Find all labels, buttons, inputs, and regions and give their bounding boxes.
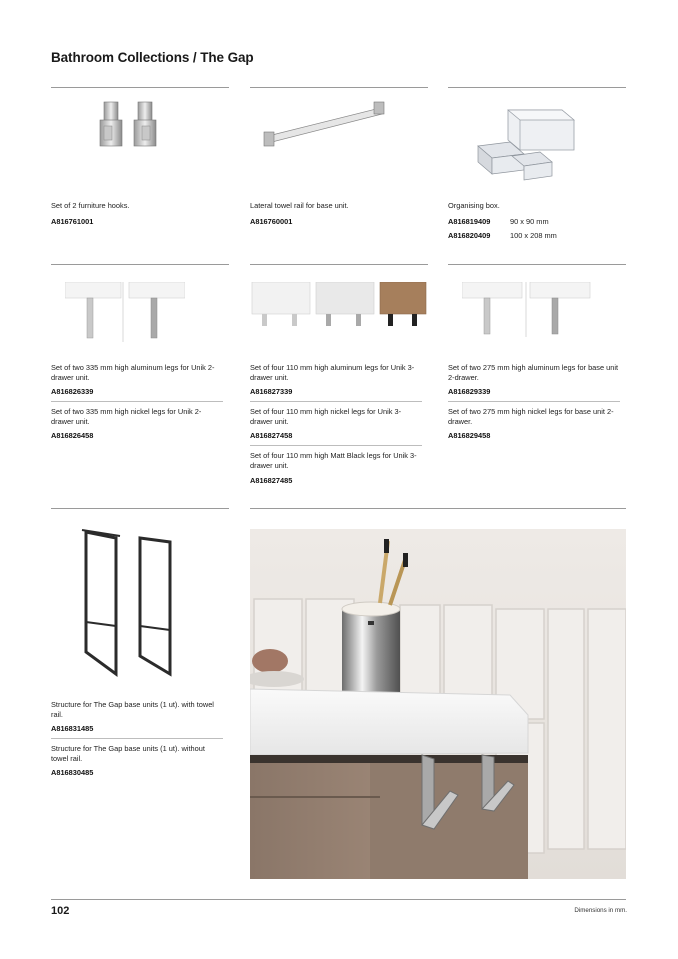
legs-275-image <box>462 282 592 337</box>
furniture-hooks-image <box>92 100 182 160</box>
rule-row2-col2 <box>250 264 428 265</box>
product-desc: Set of four 110 mm high aluminum legs for Unik 3-drawer unit. <box>250 363 415 382</box>
towel-rail-image <box>258 98 398 158</box>
item-divider <box>51 738 223 739</box>
product-code: A816829458 <box>448 431 491 441</box>
product-code: A816820409 <box>448 230 491 240</box>
product-col-2 <box>250 201 428 226</box>
product-code: A816827339 <box>250 387 293 397</box>
product-col-1 <box>51 201 229 226</box>
item-divider <box>448 401 620 402</box>
item-divider <box>250 401 422 402</box>
footer-note: Dimensions in mm. <box>574 907 627 914</box>
structure-col <box>51 700 223 777</box>
product-desc: Set of two 275 mm high nickel legs for base unit 2-drawer. <box>448 407 614 426</box>
rule-row2-col1 <box>51 264 229 265</box>
rule-row3-wide <box>250 508 626 509</box>
product-desc: Lateral towel rail for base unit. <box>250 201 349 210</box>
product-code: A816826458 <box>51 431 94 441</box>
legs-335-image <box>65 282 185 342</box>
legs-col-1 <box>51 363 223 440</box>
product-code: A816827458 <box>250 431 293 441</box>
rule-row1-col1 <box>51 87 229 88</box>
footer-rule <box>51 899 626 900</box>
item-divider <box>51 401 223 402</box>
product-desc: Set of two 275 mm high aluminum legs for base unit 2-drawer. <box>448 363 619 382</box>
product-code: A816830485 <box>51 768 94 778</box>
structure-frames-image <box>80 528 180 678</box>
product-code: A816827485 <box>250 475 293 485</box>
page-title: Bathroom Collections / The Gap <box>51 50 254 65</box>
legs-col-2 <box>250 363 422 485</box>
product-dimension: 90 x 90 mm <box>510 216 549 226</box>
organising-box-image <box>470 96 580 186</box>
product-desc: Structure for The Gap base units (1 ut). without towel rail. <box>51 744 205 763</box>
product-code: A816819409 <box>448 216 491 226</box>
product-desc: Set of 2 furniture hooks. <box>51 201 130 210</box>
product-code: A816831485 <box>51 724 94 734</box>
product-code: A816826339 <box>51 387 94 397</box>
product-desc: Organising box. <box>448 201 500 210</box>
legs-110-image <box>250 282 428 342</box>
product-code: A816829339 <box>448 387 491 397</box>
product-code: A816761001 <box>51 216 94 226</box>
product-col-3 <box>448 201 626 240</box>
bathroom-photo <box>250 529 626 879</box>
product-desc: Structure for The Gap base units (1 ut). with towel rail. <box>51 700 214 719</box>
page-number: 102 <box>51 905 70 917</box>
rule-row1-col3 <box>448 87 626 88</box>
item-divider <box>250 445 422 446</box>
product-desc: Set of two 335 mm high aluminum legs for Unik 2-drawer unit. <box>51 363 215 382</box>
rule-row1-col2 <box>250 87 428 88</box>
product-dimension: 100 x 208 mm <box>510 230 557 240</box>
product-desc: Set of four 110 mm high Matt Black legs for Unik 3-drawer unit. <box>250 451 417 470</box>
product-desc: Set of four 110 mm high nickel legs for Unik 3-drawer unit. <box>250 407 402 426</box>
rule-row2-col3 <box>448 264 626 265</box>
product-desc: Set of two 335 mm high nickel legs for Unik 2-drawer unit. <box>51 407 202 426</box>
product-code: A816760001 <box>250 216 293 226</box>
legs-col-3 <box>448 363 620 440</box>
rule-row3-col1 <box>51 508 229 509</box>
